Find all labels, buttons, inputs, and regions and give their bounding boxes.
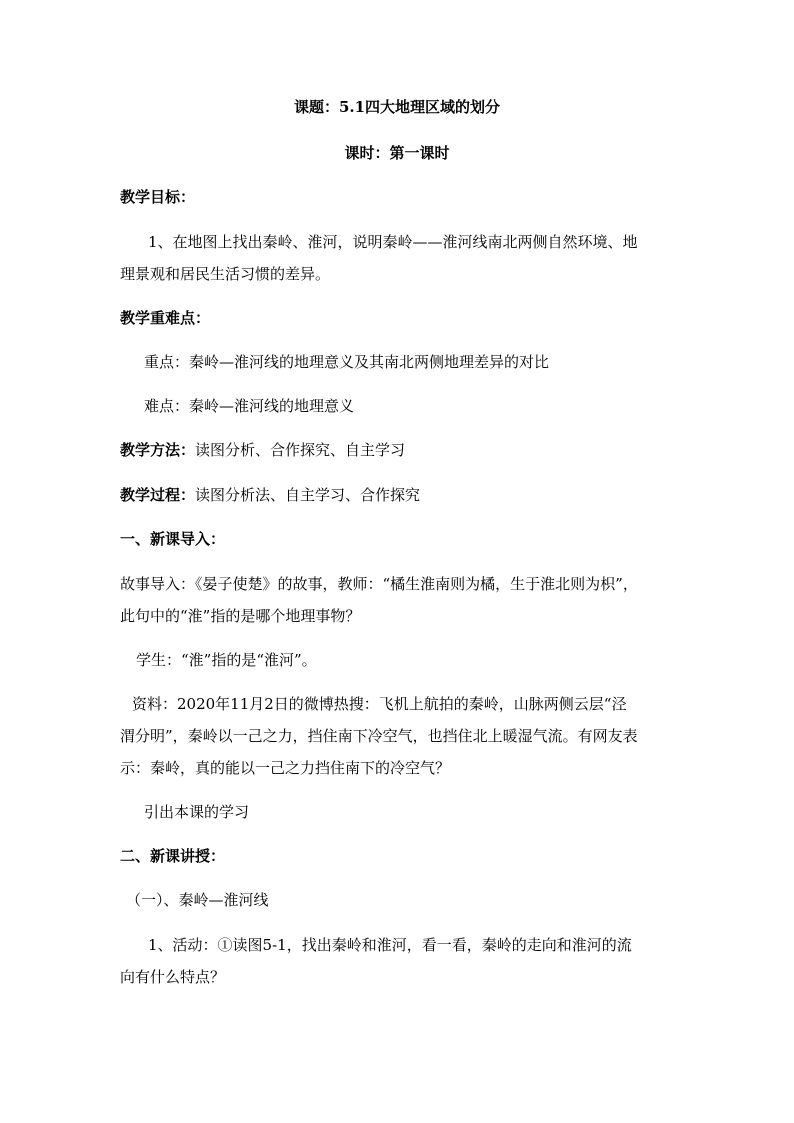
- activity-line2: 向有什么特点？: [120, 968, 226, 986]
- student-answer: 学生：“淮”指的是“淮河”。: [136, 651, 317, 669]
- lesson-title: 课题：5.1四大地理区域的划分: [293, 98, 501, 116]
- objectives-heading: 教学目标：: [120, 188, 196, 206]
- activity-line1: 1、活动：①读图5-1，找出秦岭和淮河，看一看，秦岭的走向和淮河的流: [148, 936, 632, 954]
- teaching-method-label: 教学方法：: [120, 441, 196, 459]
- subsection-1-heading: （一）、秦岭—淮河线: [126, 891, 269, 909]
- difficult-point-text: 难点：秦岭—淮河线的地理意义: [144, 397, 355, 415]
- lead-in-text: 引出本课的学习: [144, 803, 250, 821]
- objective-1-line2: 理景观和居民生活习惯的差异。: [120, 265, 331, 283]
- lesson-period: 课时：第一课时: [344, 144, 450, 162]
- section-1-heading: 一、新课导入：: [120, 530, 226, 548]
- key-point-text: 重点：秦岭—淮河线的地理意义及其南北两侧地理差异的对比: [144, 353, 550, 371]
- material-line3: 示：秦岭，真的能以一己之力挡住南下的冷空气？: [120, 759, 451, 777]
- teaching-process-text: 读图分析法、自主学习、合作探究: [195, 486, 421, 504]
- key-points-heading: 教学重难点：: [120, 309, 211, 327]
- story-line1: 故事导入：《晏子使楚》的故事，教师：“橘生淮南则为橘，生于淮北则为枳”，: [120, 575, 638, 593]
- teaching-method-row: [120, 440, 405, 460]
- teaching-process-label: 教学过程：: [120, 486, 196, 504]
- story-line2: 此句中的“淮”指的是哪个地理事物？: [120, 607, 361, 625]
- material-line2: 渭分明”，秦岭以一己之力，挡住南下冷空气，也挡住北上暖湿气流。有网友表: [120, 727, 638, 745]
- section-2-heading: 二、新课讲授：: [120, 847, 226, 865]
- teaching-process-row: [120, 485, 420, 505]
- teaching-method-text: 读图分析、合作探究、自主学习: [195, 441, 406, 459]
- objective-1-line1: 1、在地图上找出秦岭、淮河，说明秦岭——淮河线南北两侧自然环境、地: [148, 233, 638, 251]
- material-line1: 资料：2020年11月2日的微博热搜：飞机上航拍的秦岭，山脉两侧云层“泾: [132, 695, 627, 713]
